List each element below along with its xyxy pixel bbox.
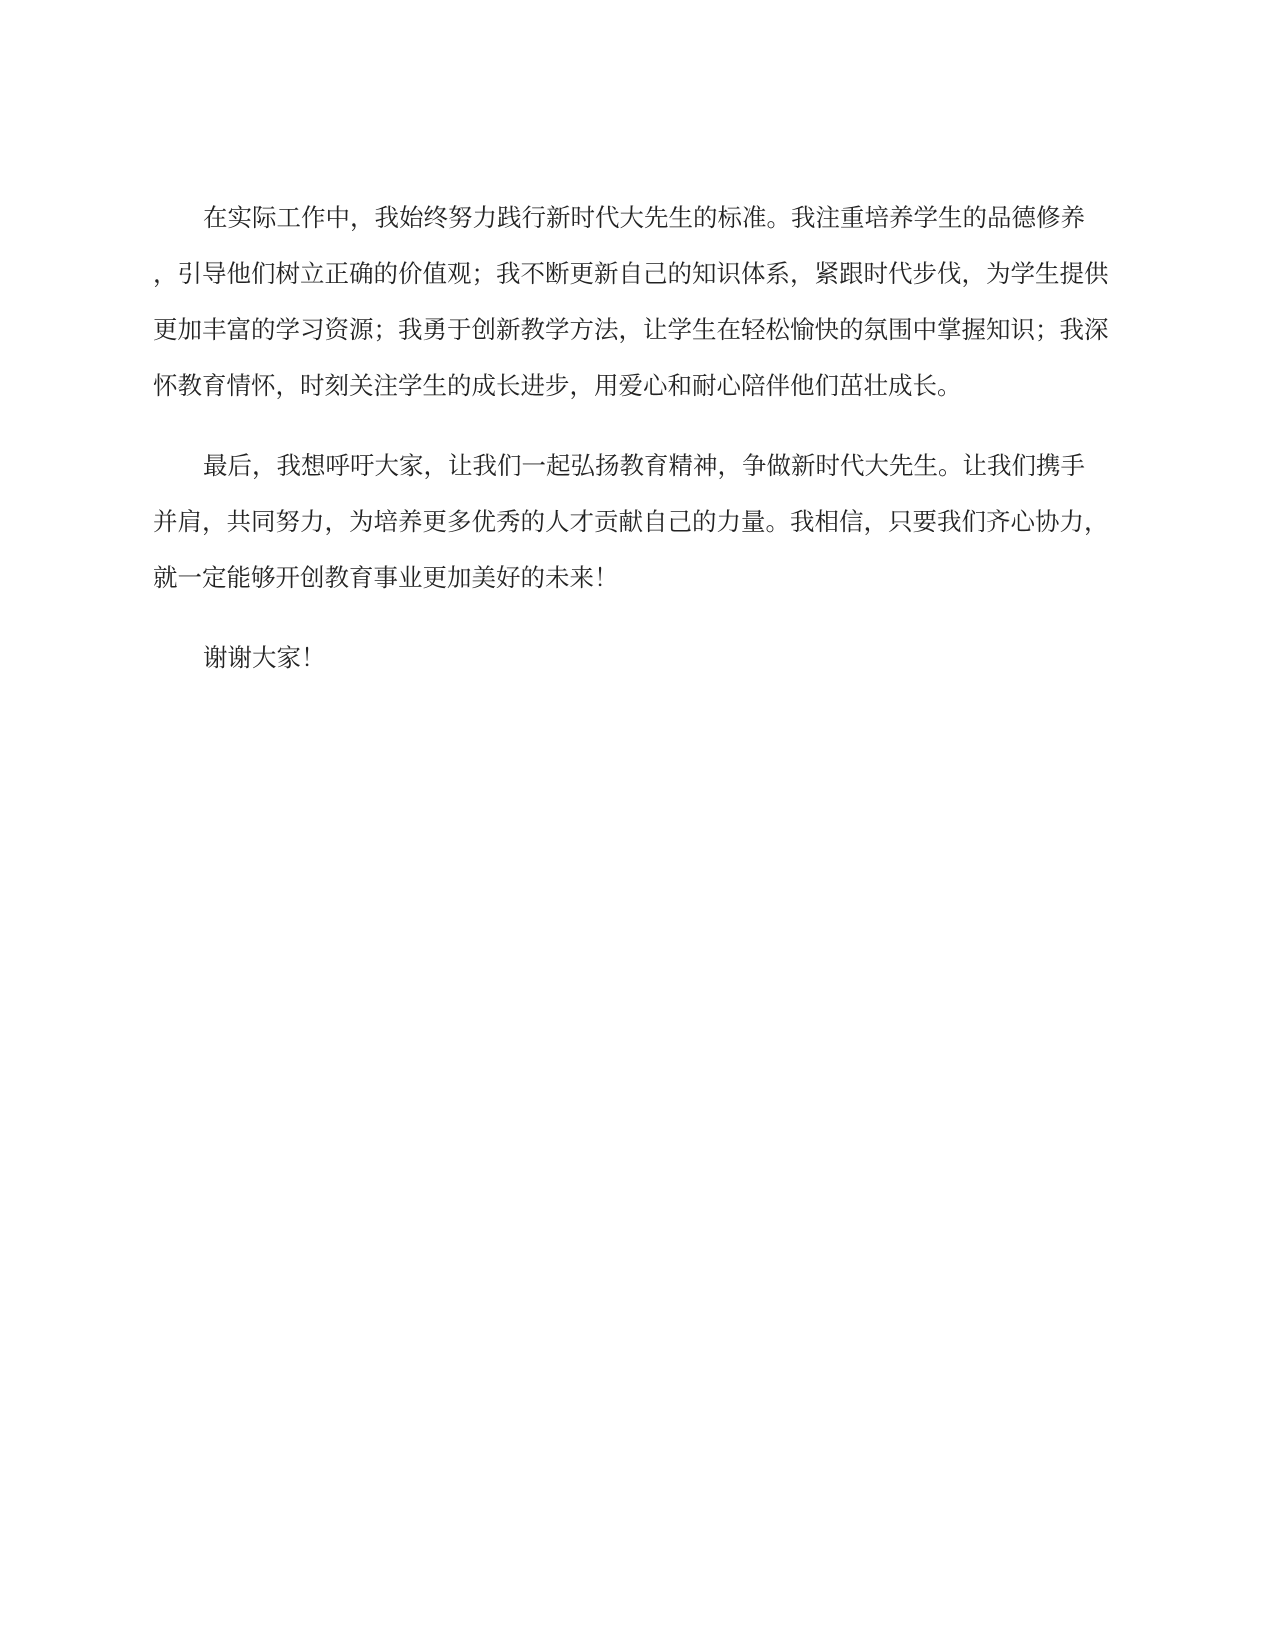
document-body <box>153 190 1109 710</box>
paragraph-practice: 在实际工作中，我始终努力践行新时代大先生的标准。我注重培养学生的品德修养，引导他们树立正确的价值观；我不断更新自己的知识体系，紧跟时代步伐，为学生提供更加丰富的学习资源；我勇于创新教学方法，让学生在轻松愉快的氛围中掌握知识；我深怀教育情怀，时刻关注学生的成长进步，用爱心和耐心陪伴他们茁壮成长。 <box>153 203 1109 400</box>
paragraph-closing-call: 最后，我想呼吁大家，让我们一起弘扬教育精神，争做新时代大先生。让我们携手并肩，共同努力，为培养更多优秀的人才贡献自己的力量。我相信，只要我们齐心协力，就一定能够开创教育事业更加美好的未来！ <box>153 451 1109 592</box>
paragraph-thanks: 谢谢大家！ <box>203 643 326 672</box>
